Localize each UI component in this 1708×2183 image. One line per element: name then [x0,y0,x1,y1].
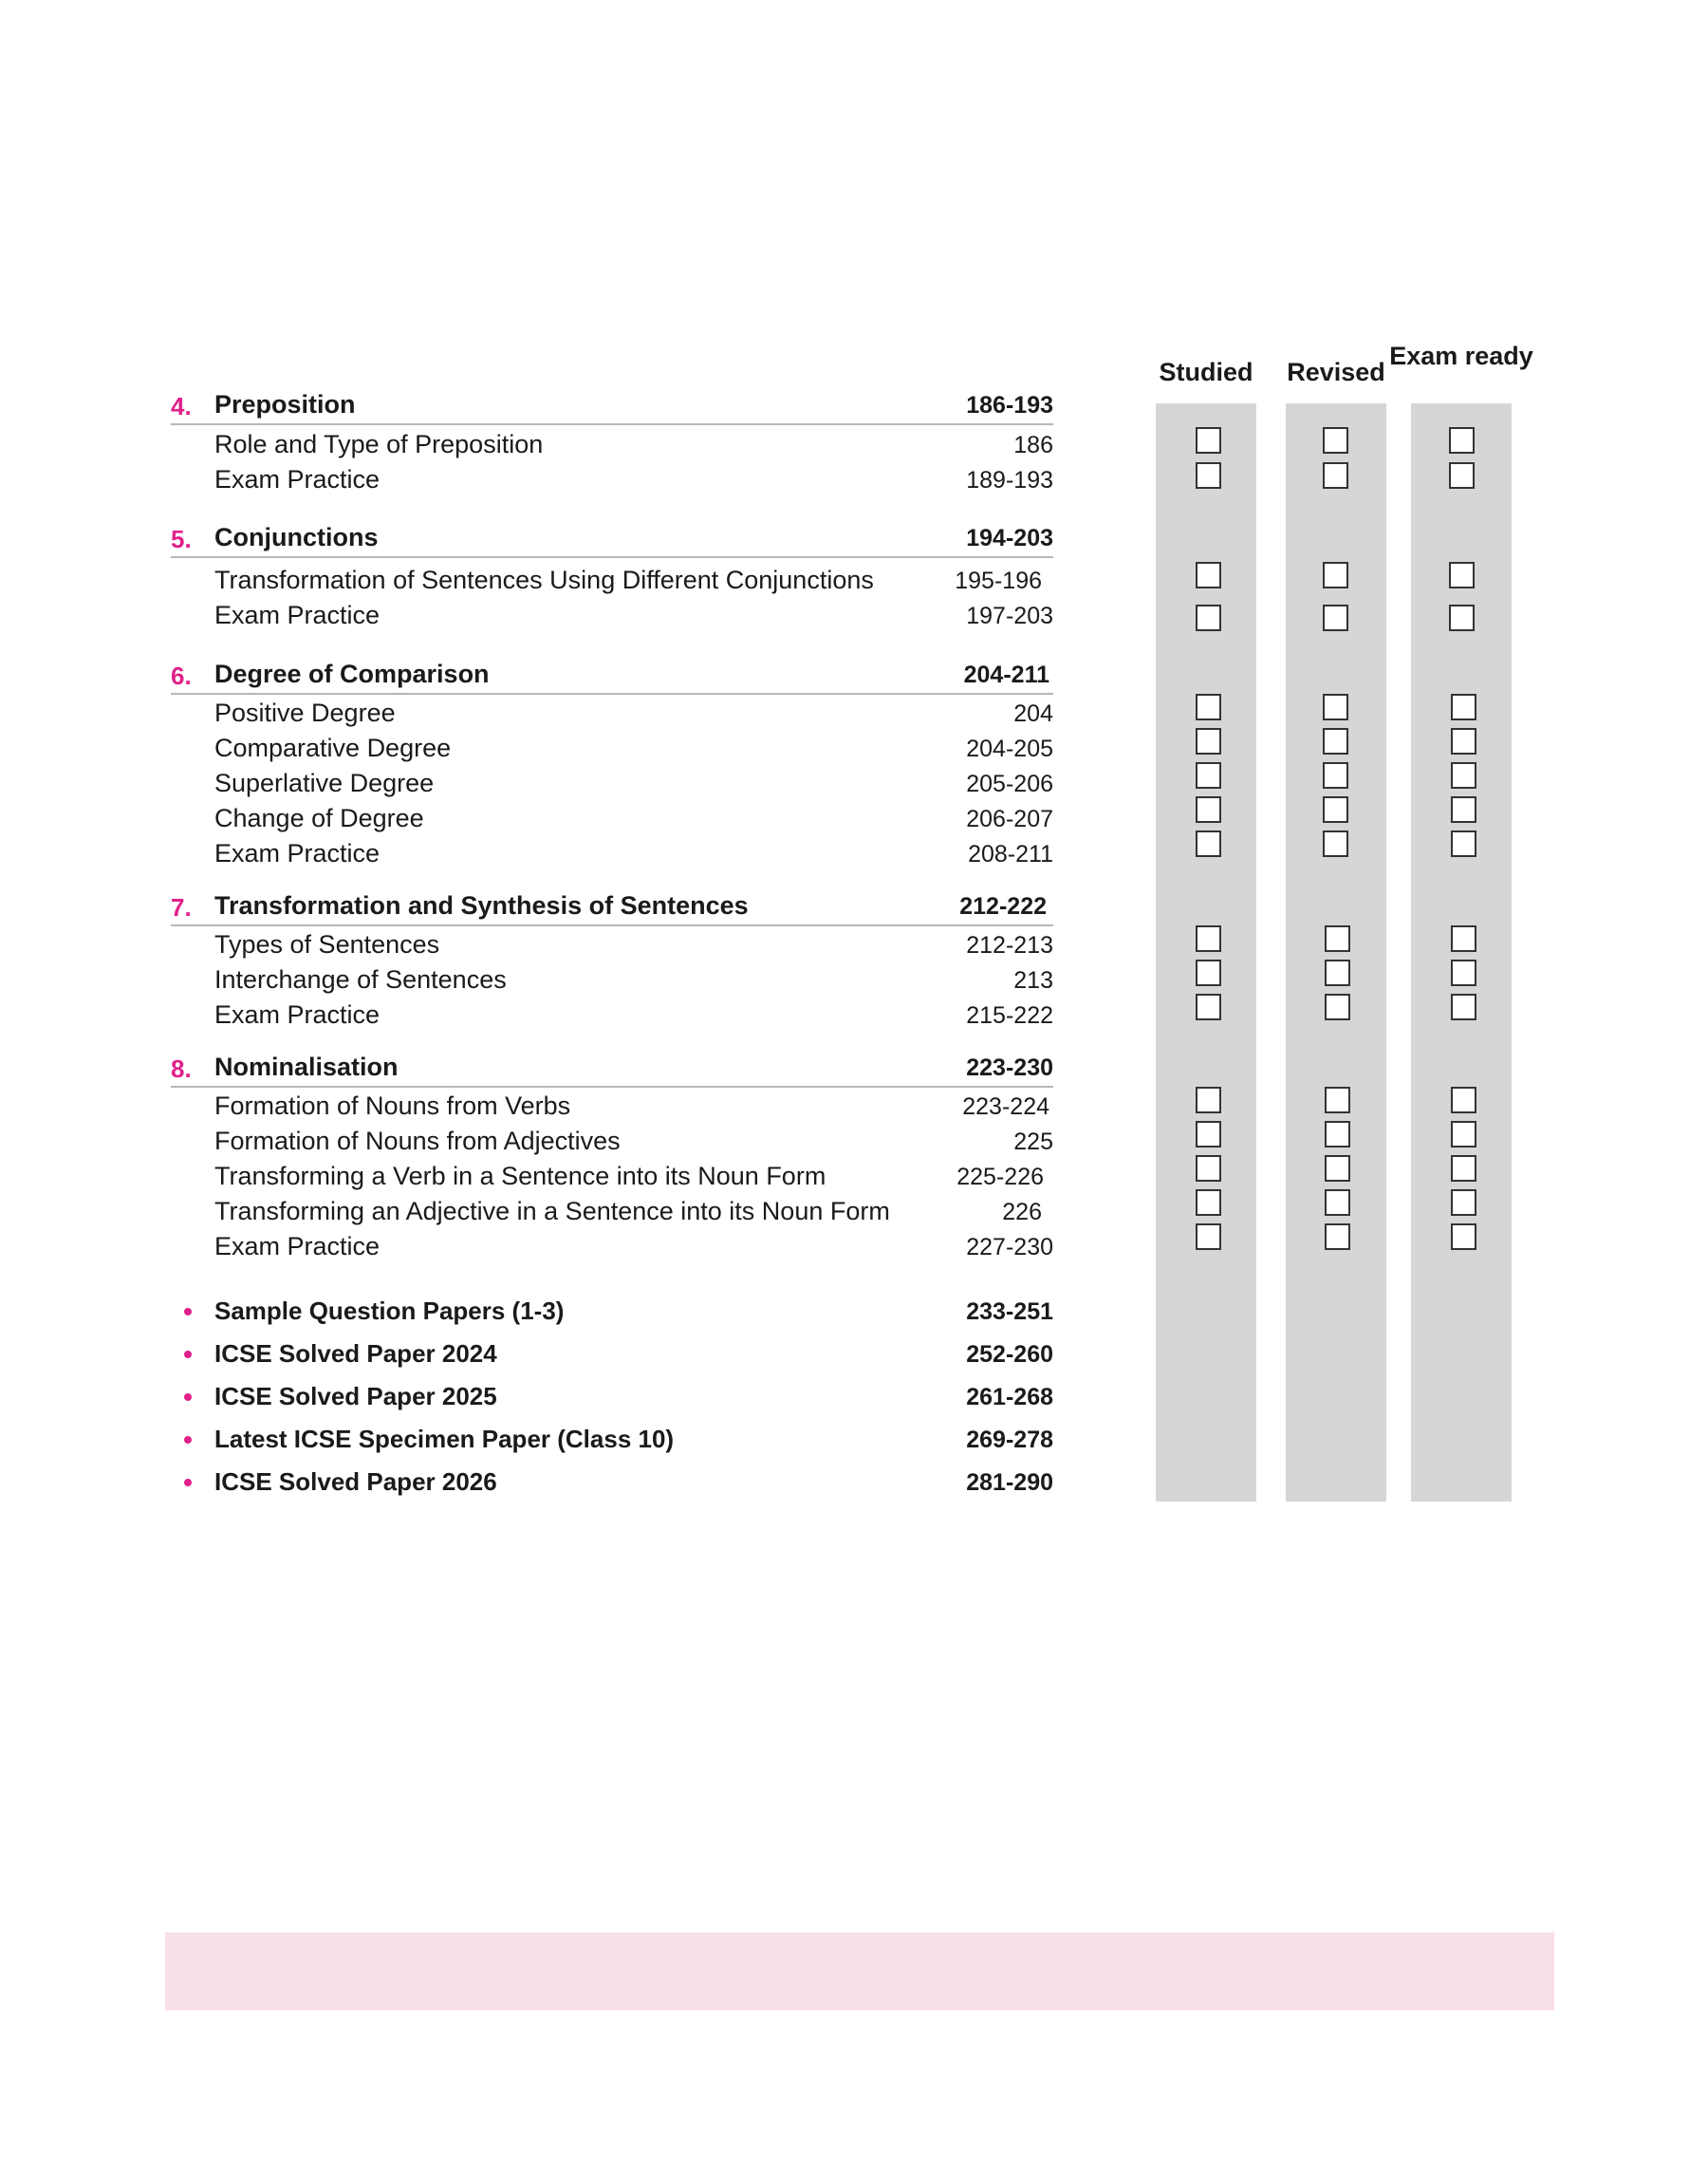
exam-ready-checkbox[interactable] [1451,1189,1476,1216]
revised-checkbox[interactable] [1325,1087,1350,1113]
revised-checkbox[interactable] [1323,830,1348,857]
topic-title: Change of Degree [214,804,424,832]
chapter-title: Conjunctions [214,523,379,551]
topic-title: Formation of Nouns from Verbs [214,1092,571,1120]
exam-ready-checkbox[interactable] [1449,427,1475,454]
extra-item-pages: 252-260 [966,1341,1053,1368]
revised-checkbox[interactable] [1325,1155,1350,1182]
extra-item-pages: 233-251 [966,1298,1053,1325]
studied-checkbox[interactable] [1196,925,1221,952]
revised-checkbox[interactable] [1325,1121,1350,1147]
footer-band [165,1932,1554,2010]
topic-title: Transforming a Verb in a Sentence into its Noun Form [214,1162,826,1190]
chapter-divider [171,423,1053,425]
topic-pages: 212-213 [966,932,1053,959]
revised-checkbox[interactable] [1325,994,1350,1020]
studied-checkbox[interactable] [1196,796,1221,823]
revised-checkbox[interactable] [1325,925,1350,952]
extra-item-title: Sample Question Papers (1-3) [214,1297,565,1325]
topic-pages: 197-203 [966,603,1053,629]
topic-pages: 206-207 [966,806,1053,832]
chapter-number: 6. [171,662,192,690]
studied-checkbox[interactable] [1196,830,1221,857]
topic-title: Interchange of Sentences [214,965,507,994]
chapter-divider [171,693,1053,695]
topic-title: Comparative Degree [214,734,452,762]
exam-ready-checkbox[interactable] [1451,762,1476,789]
exam-ready-checkbox[interactable] [1451,796,1476,823]
studied-checkbox[interactable] [1196,994,1221,1020]
topic-title: Types of Sentences [214,930,440,959]
bullet-icon [184,1479,192,1486]
revised-checkbox[interactable] [1323,427,1348,454]
studied-checkbox[interactable] [1196,1223,1221,1250]
chapter-number: 7. [171,893,192,922]
revised-checkbox[interactable] [1323,462,1348,489]
revised-checkbox[interactable] [1323,762,1348,789]
topic-pages: 195-196 [955,568,1042,594]
topic-title: Exam Practice [214,1232,381,1260]
chapter-divider [171,924,1053,926]
chapter-title: Transformation and Synthesis of Sentences [214,891,749,920]
bullet-icon [184,1308,192,1315]
topic-title: Exam Practice [214,1000,381,1029]
topic-pages: 226 [1002,1199,1042,1225]
exam-ready-checkbox[interactable] [1451,728,1476,755]
topic-title: Exam Practice [214,465,381,494]
bullet-icon [184,1393,192,1401]
topic-title: Role and Type of Preposition [214,430,544,458]
topic-pages: 204 [1013,700,1053,727]
studied-checkbox[interactable] [1196,605,1221,631]
extra-item-title: ICSE Solved Paper 2026 [214,1467,497,1496]
exam-ready-checkbox[interactable] [1451,1223,1476,1250]
exam-ready-checkbox[interactable] [1451,994,1476,1020]
chapter-title: Preposition [214,390,356,419]
revised-checkbox[interactable] [1323,605,1348,631]
exam-ready-checkbox[interactable] [1449,562,1475,588]
exam-ready-checkbox[interactable] [1451,960,1476,986]
studied-checkbox[interactable] [1196,960,1221,986]
studied-checkbox[interactable] [1196,1155,1221,1182]
extra-item-title: ICSE Solved Paper 2024 [214,1339,497,1368]
chapter-pages: 212-222 [959,893,1047,920]
topic-title: Positive Degree [214,699,396,727]
studied-checkbox[interactable] [1196,1087,1221,1113]
chapter-title: Nominalisation [214,1053,399,1081]
extra-item-title: ICSE Solved Paper 2025 [214,1382,497,1410]
topic-pages: 215-222 [966,1002,1053,1029]
revised-checkbox[interactable] [1323,562,1348,588]
topic-pages: 208-211 [968,841,1053,868]
exam-ready-header: Exam ready [1389,342,1533,370]
chapter-number: 8. [171,1054,192,1083]
topic-pages: 189-193 [966,467,1053,494]
studied-checkbox[interactable] [1196,694,1221,720]
revised-checkbox[interactable] [1323,728,1348,755]
chapter-pages: 223-230 [966,1054,1053,1081]
extra-item-pages: 269-278 [966,1427,1053,1453]
studied-checkbox[interactable] [1196,427,1221,454]
studied-checkbox[interactable] [1196,462,1221,489]
revised-checkbox[interactable] [1325,1189,1350,1216]
topic-title: Exam Practice [214,839,381,868]
studied-checkbox[interactable] [1196,728,1221,755]
chapter-pages: 194-203 [966,525,1053,551]
topic-pages: 204-205 [966,736,1053,762]
topic-pages: 213 [1013,967,1053,994]
topic-title: Exam Practice [214,601,381,629]
topic-title: Transforming an Adjective in a Sentence into its Noun Form [214,1197,890,1225]
revised-checkbox[interactable] [1323,796,1348,823]
revised-checkbox[interactable] [1323,694,1348,720]
revised-checkbox[interactable] [1325,1223,1350,1250]
bullet-icon [184,1351,192,1358]
topic-pages: 205-206 [966,771,1053,797]
extra-item-pages: 281-290 [966,1469,1053,1496]
topic-title: Transformation of Sentences Using Different Conjunctions [214,566,874,594]
chapter-number: 5. [171,525,192,553]
revised-checkbox[interactable] [1325,960,1350,986]
chapter-number: 4. [171,392,192,420]
topic-pages: 227-230 [966,1234,1053,1260]
topic-pages: 186 [1013,432,1053,458]
exam-ready-checkbox[interactable] [1449,462,1475,489]
studied-checkbox[interactable] [1196,1121,1221,1147]
studied-header: Studied [1159,358,1253,386]
topic-title: Formation of Nouns from Adjectives [214,1127,621,1155]
topic-pages: 223-224 [962,1093,1049,1120]
exam-ready-checkbox[interactable] [1449,605,1475,631]
chapter-pages: 186-193 [966,392,1053,419]
exam-ready-checkbox[interactable] [1451,830,1476,857]
extra-item-title: Latest ICSE Specimen Paper (Class 10) [214,1425,675,1453]
chapter-divider [171,556,1053,558]
revised-header: Revised [1287,358,1385,386]
topic-title: Superlative Degree [214,769,435,797]
topic-pages: 225 [1013,1129,1053,1155]
studied-checkbox[interactable] [1196,1189,1221,1216]
exam-ready-checkbox[interactable] [1451,1087,1476,1113]
studied-checkbox[interactable] [1196,562,1221,588]
chapter-title: Degree of Comparison [214,660,490,688]
exam-ready-checkbox[interactable] [1451,925,1476,952]
exam-ready-checkbox[interactable] [1451,694,1476,720]
studied-checkbox[interactable] [1196,762,1221,789]
topic-pages: 225-226 [956,1164,1044,1190]
chapter-pages: 204-211 [963,662,1049,688]
exam-ready-checkbox[interactable] [1451,1155,1476,1182]
exam-ready-checkbox[interactable] [1451,1121,1476,1147]
extra-item-pages: 261-268 [966,1384,1053,1410]
bullet-icon [184,1436,192,1444]
chapter-divider [171,1086,1053,1088]
